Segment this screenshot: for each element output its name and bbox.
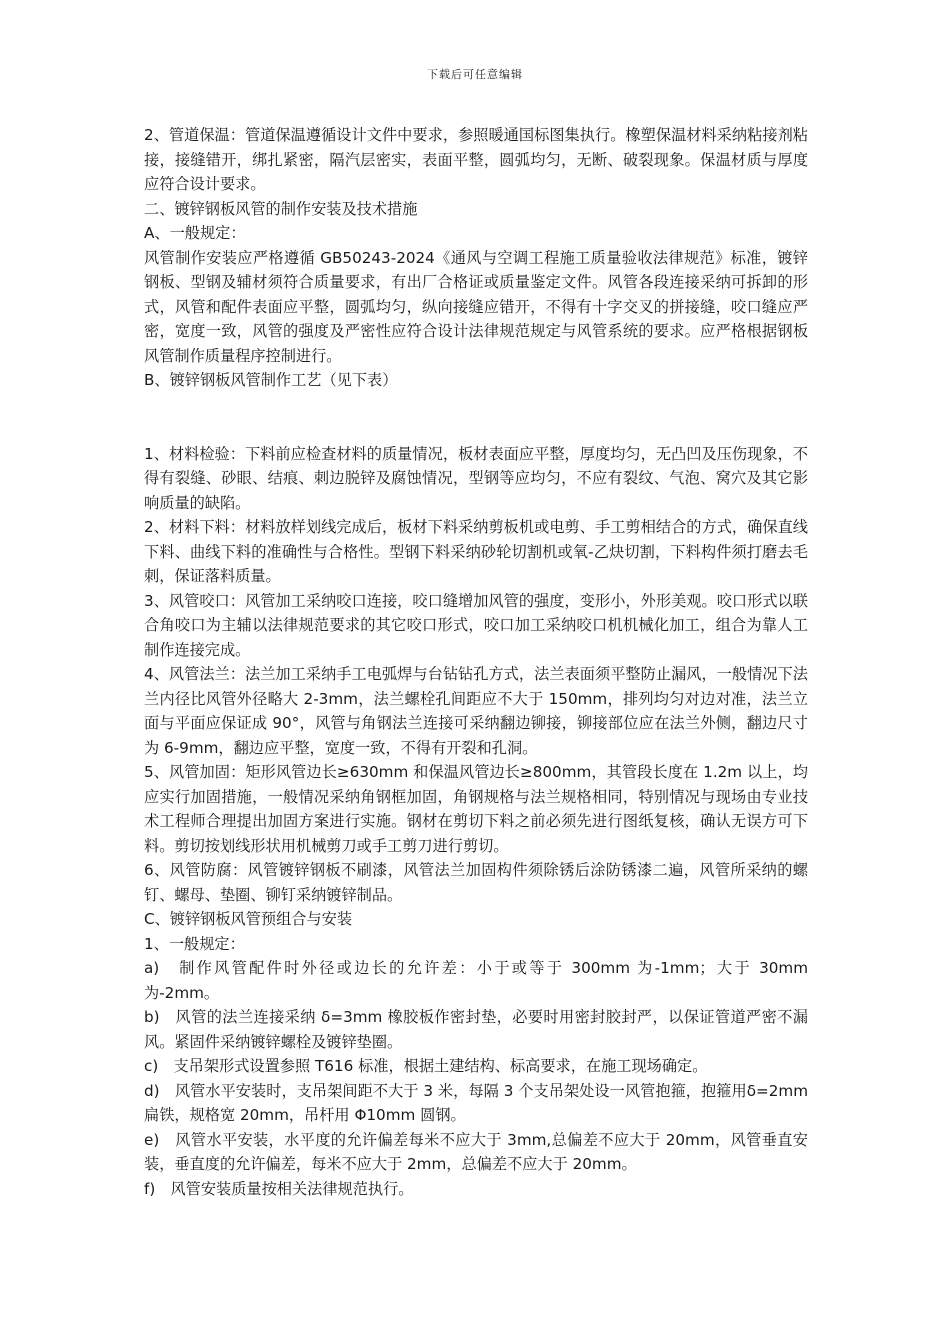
- item-heading-general: 1、一般规定：: [144, 934, 245, 953]
- subsection-heading-c: C、镀锌钢板风管预组合与安装: [144, 910, 353, 928]
- subsection-heading-b: B、镀锌钢板风管制作工艺（见下表）: [144, 371, 398, 389]
- subsection-heading-a: A、一般规定：: [144, 224, 246, 242]
- paragraph-duct-anticorrosion: 6、风管防腐：风管镀锌钢板不刷漆，风管法兰加固构件须除锈后涂防锈漆二遍，风管所采纳的螺钉、螺母、垫圈、铆钉采纳镀锌制品。: [144, 861, 808, 904]
- paragraph-general-rules: 风管制作安装应严格遵循 GB50243-2024《通风与空调工程施工质量验收法律规范》标准，镀锌钢板、型钢及辅材须符合质量要求，有出厂合格证或质量鉴定文件。风管各段连接采纳可拆卸的形式，风管和配件表面应平整，圆弧均匀，纵向接缝应错开，不得有十字交叉的拼接缝，咬口缝应严密，宽度一致，风管的强度及严密性应符合设计法律规范规定与风管系统的要求。应严格根据钢板风管制作质量程序控制进行。: [144, 248, 808, 365]
- paragraph-material-cutting: 2、材料下料：材料放样划线完成后，板材下料采纳剪板机或电剪、手工剪相结合的方式，确保直线下料、曲线下料的准确性与合格性。型钢下料采纳砂轮切割机或氧-乙炔切割，下料构件须打磨去毛刺，保证落料质量。: [144, 518, 808, 585]
- list-item-d: d) 风管水平安装时，支吊架间距不大于 3 米，每隔 3 个支吊架处设一风管抱箍，抱箍用δ=2mm 扁铁，规格宽 20mm，吊杆用 Φ10mm 圆钢。: [144, 1081, 808, 1124]
- paragraph-duct-seaming: 3、风管咬口：风管加工采纳咬口连接，咬口缝增加风管的强度，变形小，外形美观。咬口形式以联合角咬口为主辅以法律规范要求的其它咬口形式，咬口加工采纳咬口机机械化加工，组合为靠人工制作连接完成。: [144, 591, 808, 659]
- list-item-a: a) 制作风管配件时外径或边长的允许差：小于或等于 300mm 为-1mm；大于 30mm 为-2mm。: [144, 959, 808, 1002]
- section-heading-2: 二、镀锌钢板风管的制作安装及技术措施: [144, 199, 418, 218]
- document-body: [144, 123, 808, 1201]
- paragraph-material-inspection: 1、材料检验：下料前应检查材料的质量情况，板材表面应平整，厚度均匀，无凸凹及压伤现象，不得有裂缝、砂眼、结痕、刺边脱锌及腐蚀情况，型钢等应均匀，不应有裂纹、气泡、窝穴及其它影响质量的缺陷。: [144, 444, 808, 512]
- paragraph-pipe-insulation: 2、管道保温：管道保温遵循设计文件中要求，参照暖通国标图集执行。橡塑保温材料采纳粘接剂粘接，接缝错开，绑扎紧密，隔汽层密实，表面平整，圆弧均匀，无断、破裂现象。保温材质与厚度应符合设计要求。: [144, 126, 808, 193]
- page-header: 下载后可任意编辑: [427, 68, 523, 81]
- paragraph-duct-flange: 4、风管法兰：法兰加工采纳手工电弧焊与台钻钻孔方式，法兰表面须平整防止漏风，一般情况下法兰内径比风管外径略大 2-3mm，法兰螺栓孔间距应不大于 150mm，排列均匀对边对准，法兰立面与平面应保证成 90°，风管与角钢法兰连接可采纳翻边铆接，铆接部位应在法兰外侧，翻边尺寸为 6-9mm，翻边应平整，宽度一致，不得有开裂和孔洞。: [144, 665, 808, 757]
- list-item-b: b) 风管的法兰连接采纳 δ=3mm 橡胶板作密封垫，必要时用密封胶封严，以保证管道严密不漏风。紧固件采纳镀锌螺栓及镀锌垫圈。: [144, 1008, 808, 1051]
- paragraph-duct-reinforcement: 5、风管加固：矩形风管边长≥630mm 和保温风管边长≥800mm，其管段长度在 1.2m 以上，均应实行加固措施，一般情况采纳角钢框加固，角钢规格与法兰规格相同，特别情况与现场由专业技术工程师合理提出加固方案进行实施。钢材在剪切下料之前必须先进行图纸复核，确认无误方可下料。剪切按划线形状用机械剪刀或手工剪刀进行剪切。: [144, 763, 808, 855]
- list-item-f: f) 风管安装质量按相关法律规范执行。: [144, 1179, 414, 1198]
- table-placeholder-gap: [144, 393, 808, 442]
- list-item-e: e) 风管水平安装，水平度的允许偏差每米不应大于 3mm,总偏差不应大于 20mm，风管垂直安装，垂直度的允许偏差，每米不应大于 2mm，总偏差不应大于 20mm。: [144, 1130, 808, 1173]
- list-item-c: c) 支吊架形式设置参照 T616 标准，根据土建结构、标高要求，在施工现场确定。: [144, 1057, 708, 1075]
